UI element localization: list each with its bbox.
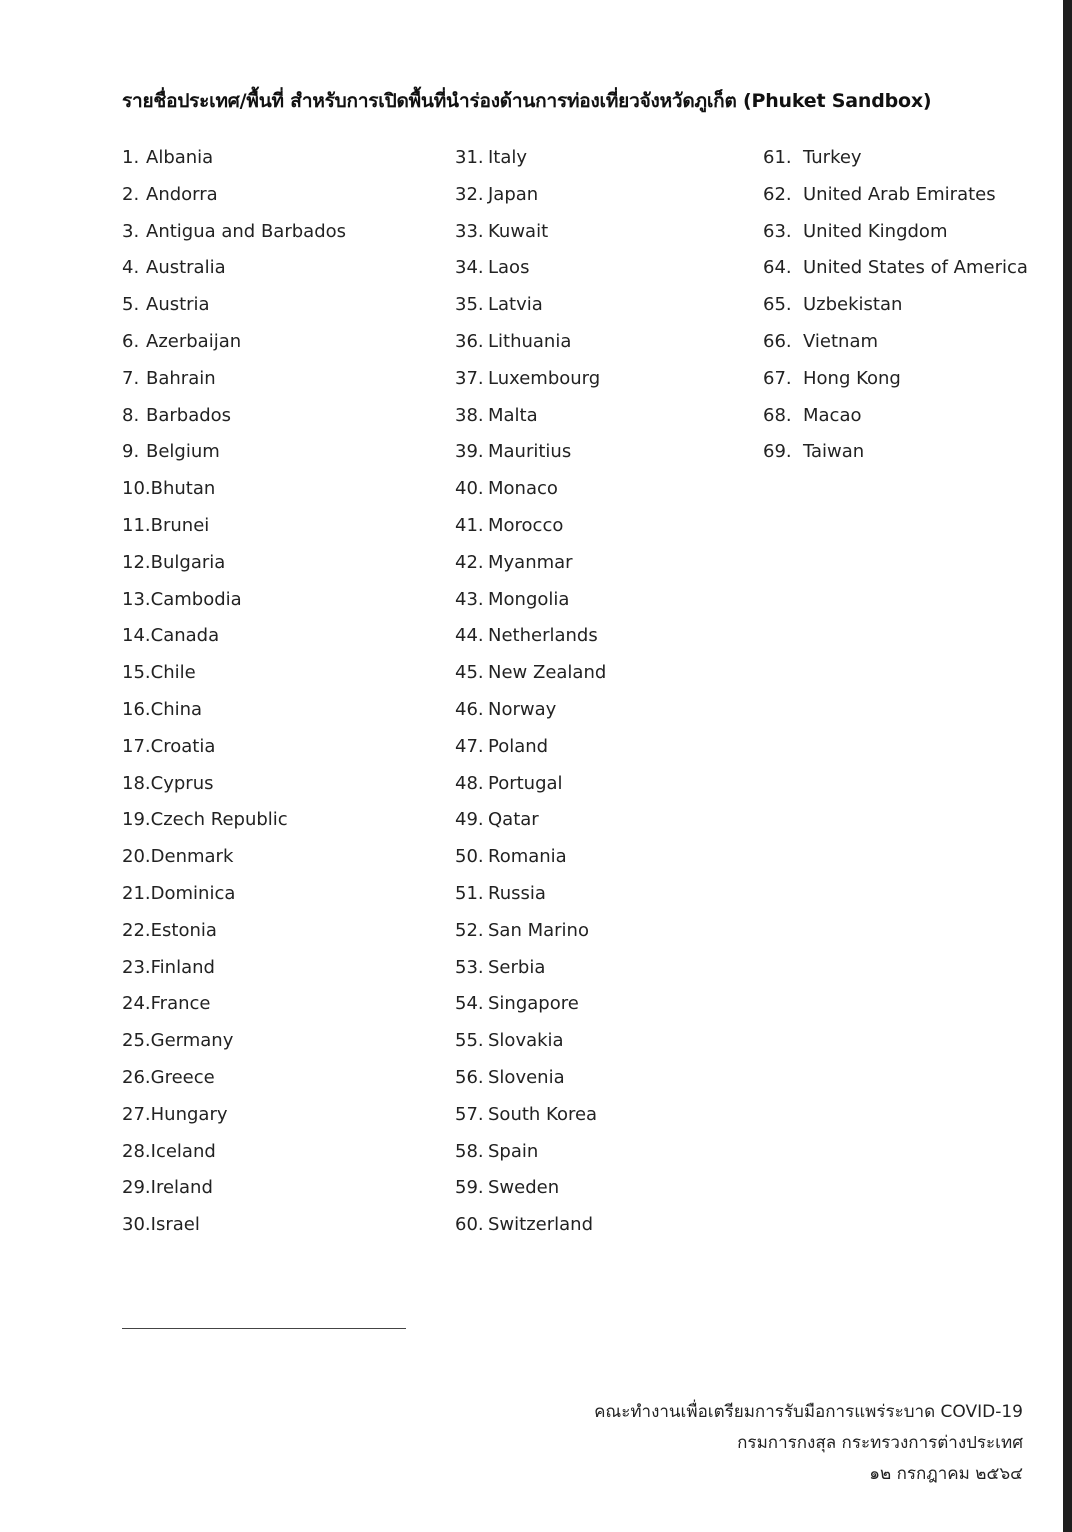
signature-line: [122, 1328, 406, 1329]
country-number: 63.: [763, 220, 792, 242]
country-list-item: [455, 729, 606, 766]
country-name: Bulgaria: [150, 551, 226, 573]
country-number: 14.: [122, 625, 151, 647]
country-name: Hungary: [150, 1103, 228, 1125]
country-name: Cambodia: [150, 588, 242, 610]
country-name: Greece: [150, 1066, 215, 1088]
country-name: Finland: [150, 956, 215, 978]
document-title: รายชื่อประเทศ/พื้นที่ สำหรับการเปิดพื้นที่นำร่องด้านการท่องเที่ยวจังหวัดภูเก็ต (Phuket Sandbox): [122, 90, 932, 112]
country-name: Austria: [146, 294, 210, 316]
country-number: 50.: [455, 846, 484, 868]
country-name: Luxembourg: [488, 367, 601, 389]
country-name: Sweden: [488, 1177, 560, 1199]
country-list-item: [122, 545, 346, 582]
country-name: United Kingdom: [803, 220, 948, 242]
country-list-item: [763, 140, 1028, 177]
country-number: 28.: [122, 1140, 151, 1162]
country-number: 69.: [763, 441, 792, 463]
country-list-item: [763, 324, 1028, 361]
country-number: 1.: [122, 147, 140, 168]
country-number: 64.: [763, 257, 792, 279]
country-number: 55.: [455, 1030, 484, 1052]
country-name: Australia: [146, 257, 226, 279]
country-list-item: [122, 324, 346, 361]
country-list-item: [763, 250, 1028, 287]
country-name: Iceland: [150, 1140, 216, 1162]
country-name: Malta: [488, 404, 538, 426]
country-list-item: [763, 361, 1028, 398]
country-name: Mongolia: [488, 588, 570, 610]
country-list-item: [455, 1060, 606, 1097]
country-list-item: [122, 177, 346, 214]
country-number: 42.: [455, 551, 484, 573]
country-number: 27.: [122, 1103, 151, 1125]
footer-department: กรมการกงสุล กระทรวงการต่างประเทศ: [737, 1433, 1023, 1453]
country-number: 10.: [122, 478, 151, 500]
country-name: Albania: [146, 147, 214, 168]
country-number: 16.: [122, 698, 151, 720]
country-list-item: [122, 471, 346, 508]
country-list-item: [455, 1023, 606, 1060]
country-number: 30.: [122, 1214, 151, 1236]
country-name: Lithuania: [488, 330, 572, 352]
country-number: 11.: [122, 514, 151, 536]
country-list-item: [455, 434, 606, 471]
country-list-item: [455, 766, 606, 803]
country-name: Poland: [488, 735, 549, 757]
country-list-item: [455, 582, 606, 619]
country-list-item: [455, 250, 606, 287]
country-number: 2.: [122, 183, 140, 205]
country-list-item: [122, 655, 346, 692]
country-name: Czech Republic: [150, 809, 288, 831]
country-number: 38.: [455, 404, 484, 426]
footer-block: [594, 1397, 1023, 1490]
country-name: Slovakia: [488, 1030, 564, 1052]
country-number: 4.: [122, 257, 140, 279]
country-name: Estonia: [150, 919, 217, 941]
country-number: 24.: [122, 993, 151, 1015]
country-name: South Korea: [488, 1103, 598, 1125]
country-number: 67.: [763, 367, 792, 389]
country-number: 58.: [455, 1140, 484, 1162]
country-number: 13.: [122, 588, 151, 610]
country-list-item: [122, 950, 346, 987]
country-name: France: [150, 993, 211, 1015]
country-name: Brunei: [150, 514, 210, 536]
country-name: Myanmar: [488, 551, 573, 573]
country-list-item: [122, 287, 346, 324]
country-number: 43.: [455, 588, 484, 610]
country-number: 41.: [455, 514, 484, 536]
country-number: 29.: [122, 1177, 151, 1199]
country-number: 65.: [763, 294, 792, 316]
country-name: Bahrain: [146, 367, 216, 389]
country-number: 61.: [763, 147, 792, 168]
country-number: 37.: [455, 367, 484, 389]
country-number: 66.: [763, 330, 792, 352]
country-name: Barbados: [146, 404, 232, 426]
country-number: 68.: [763, 404, 792, 426]
country-list-item: [455, 618, 606, 655]
country-list-item: [455, 1170, 606, 1207]
country-list-item: [455, 1097, 606, 1134]
country-name: Israel: [150, 1214, 200, 1236]
country-name: Mauritius: [488, 441, 572, 463]
country-name: Vietnam: [803, 330, 879, 352]
country-list-item: [455, 655, 606, 692]
country-name: Azerbaijan: [146, 330, 242, 352]
country-list-item: [122, 986, 346, 1023]
country-name: Denmark: [150, 846, 234, 868]
country-name: Italy: [488, 147, 528, 168]
country-number: 48.: [455, 772, 484, 794]
country-name: Latvia: [488, 294, 543, 316]
country-list-item: [455, 508, 606, 545]
country-number: 17.: [122, 735, 151, 757]
country-name: Russia: [488, 882, 546, 904]
country-number: 46.: [455, 698, 484, 720]
country-list-item: [455, 324, 606, 361]
country-number: 33.: [455, 220, 484, 242]
country-list-item: [763, 398, 1028, 435]
page-edge-border: [1063, 0, 1072, 1532]
country-name: New Zealand: [488, 662, 607, 684]
country-number: 23.: [122, 956, 151, 978]
country-list-item: [455, 986, 606, 1023]
country-list-item: [455, 398, 606, 435]
country-list-item: [122, 913, 346, 950]
country-list-item: [455, 214, 606, 251]
country-name: Germany: [150, 1030, 234, 1052]
country-name: Netherlands: [488, 625, 598, 647]
country-list-item: [122, 1060, 346, 1097]
country-number: 18.: [122, 772, 151, 794]
country-list-item: [122, 214, 346, 251]
country-name: Dominica: [150, 882, 236, 904]
country-list-item: [122, 582, 346, 619]
country-list-item: [122, 140, 346, 177]
country-list-item: [455, 140, 606, 177]
country-number: 49.: [455, 809, 484, 831]
country-number: 51.: [455, 882, 484, 904]
footer-committee: คณะทำงานเพื่อเตรียมการรับมือการแพร่ระบาด COVID-19: [594, 1402, 1023, 1422]
country-number: 62.: [763, 183, 792, 205]
country-name: Hong Kong: [803, 367, 901, 389]
country-name: Macao: [803, 404, 862, 426]
country-list-column-3: [763, 140, 1028, 471]
country-name: Morocco: [488, 514, 564, 536]
country-number: 9.: [122, 441, 140, 463]
country-number: 52.: [455, 919, 484, 941]
country-name: Kuwait: [488, 220, 549, 242]
country-name: San Marino: [488, 919, 589, 941]
country-number: 26.: [122, 1066, 151, 1088]
country-name: Slovenia: [488, 1066, 565, 1088]
country-list-item: [122, 618, 346, 655]
country-number: 32.: [455, 183, 484, 205]
footer-date: ๑๒ กรกฎาคม ๒๕๖๔: [869, 1464, 1023, 1484]
country-number: 36.: [455, 330, 484, 352]
country-list-item: [122, 839, 346, 876]
country-number: 7.: [122, 367, 140, 389]
country-list-item: [455, 545, 606, 582]
country-list-item: [122, 434, 346, 471]
country-number: 5.: [122, 294, 140, 316]
country-number: 31.: [455, 147, 484, 168]
country-list-item: [122, 692, 346, 729]
country-list-item: [455, 287, 606, 324]
country-name: Qatar: [488, 809, 539, 831]
country-name: China: [150, 698, 203, 720]
country-list-item: [455, 361, 606, 398]
country-list-item: [763, 177, 1028, 214]
country-number: 34.: [455, 257, 484, 279]
country-list-item: [455, 692, 606, 729]
country-number: 6.: [122, 330, 140, 352]
country-list-item: [763, 214, 1028, 251]
country-number: 8.: [122, 404, 140, 426]
country-list-item: [122, 361, 346, 398]
country-number: 15.: [122, 662, 151, 684]
country-list-item: [455, 177, 606, 214]
country-number: 53.: [455, 956, 484, 978]
country-list-item: [122, 398, 346, 435]
country-list-column-1: [122, 140, 346, 1244]
country-number: 39.: [455, 441, 484, 463]
country-name: Spain: [488, 1140, 539, 1162]
country-list-item: [455, 913, 606, 950]
country-number: 12.: [122, 551, 151, 573]
country-list-item: [455, 1134, 606, 1171]
country-list-column-2: [455, 140, 606, 1244]
country-name: United States of America: [803, 257, 1028, 279]
country-number: 45.: [455, 662, 484, 684]
country-list-item: [122, 1207, 346, 1244]
country-number: 20.: [122, 846, 151, 868]
country-number: 47.: [455, 735, 484, 757]
country-name: Uzbekistan: [803, 294, 903, 316]
country-name: Japan: [488, 183, 539, 205]
country-number: 35.: [455, 294, 484, 316]
country-list-item: [122, 1023, 346, 1060]
country-list-item: [122, 802, 346, 839]
country-name: Monaco: [488, 478, 558, 500]
country-name: Romania: [488, 846, 567, 868]
country-name: Bhutan: [150, 478, 216, 500]
country-number: 22.: [122, 919, 151, 941]
country-name: Chile: [150, 662, 196, 684]
country-list-item: [455, 839, 606, 876]
country-number: 59.: [455, 1177, 484, 1199]
country-number: 54.: [455, 993, 484, 1015]
country-number: 21.: [122, 882, 151, 904]
country-name: Belgium: [146, 441, 220, 463]
country-list-item: [122, 1134, 346, 1171]
country-list-item: [455, 802, 606, 839]
country-name: Andorra: [146, 183, 218, 205]
country-list-item: [455, 1207, 606, 1244]
country-number: 3.: [122, 220, 140, 242]
country-number: 19.: [122, 809, 151, 831]
country-list-item: [455, 471, 606, 508]
country-name: Laos: [488, 257, 530, 279]
country-name: Switzerland: [488, 1214, 593, 1236]
country-list-item: [122, 729, 346, 766]
country-list-item: [122, 1097, 346, 1134]
country-number: 60.: [455, 1214, 484, 1236]
country-name: Antigua and Barbados: [146, 220, 347, 242]
country-list-item: [122, 1170, 346, 1207]
country-number: 57.: [455, 1103, 484, 1125]
country-list-item: [455, 876, 606, 913]
country-list-item: [763, 434, 1028, 471]
country-number: 25.: [122, 1030, 151, 1052]
country-name: Canada: [150, 625, 220, 647]
country-name: Portugal: [488, 772, 563, 794]
country-name: Croatia: [150, 735, 216, 757]
country-name: Serbia: [488, 956, 546, 978]
country-list-item: [122, 876, 346, 913]
country-name: Turkey: [803, 147, 862, 168]
country-name: Ireland: [150, 1177, 213, 1199]
country-name: Norway: [488, 698, 557, 720]
country-name: Taiwan: [803, 441, 865, 463]
country-list-item: [763, 287, 1028, 324]
country-name: United Arab Emirates: [803, 183, 996, 205]
country-number: 40.: [455, 478, 484, 500]
country-list-item: [455, 950, 606, 987]
country-name: Singapore: [488, 993, 579, 1015]
country-list-item: [122, 250, 346, 287]
country-number: 56.: [455, 1066, 484, 1088]
country-list-item: [122, 766, 346, 803]
country-name: Cyprus: [150, 772, 214, 794]
country-list-item: [122, 508, 346, 545]
country-number: 44.: [455, 625, 484, 647]
